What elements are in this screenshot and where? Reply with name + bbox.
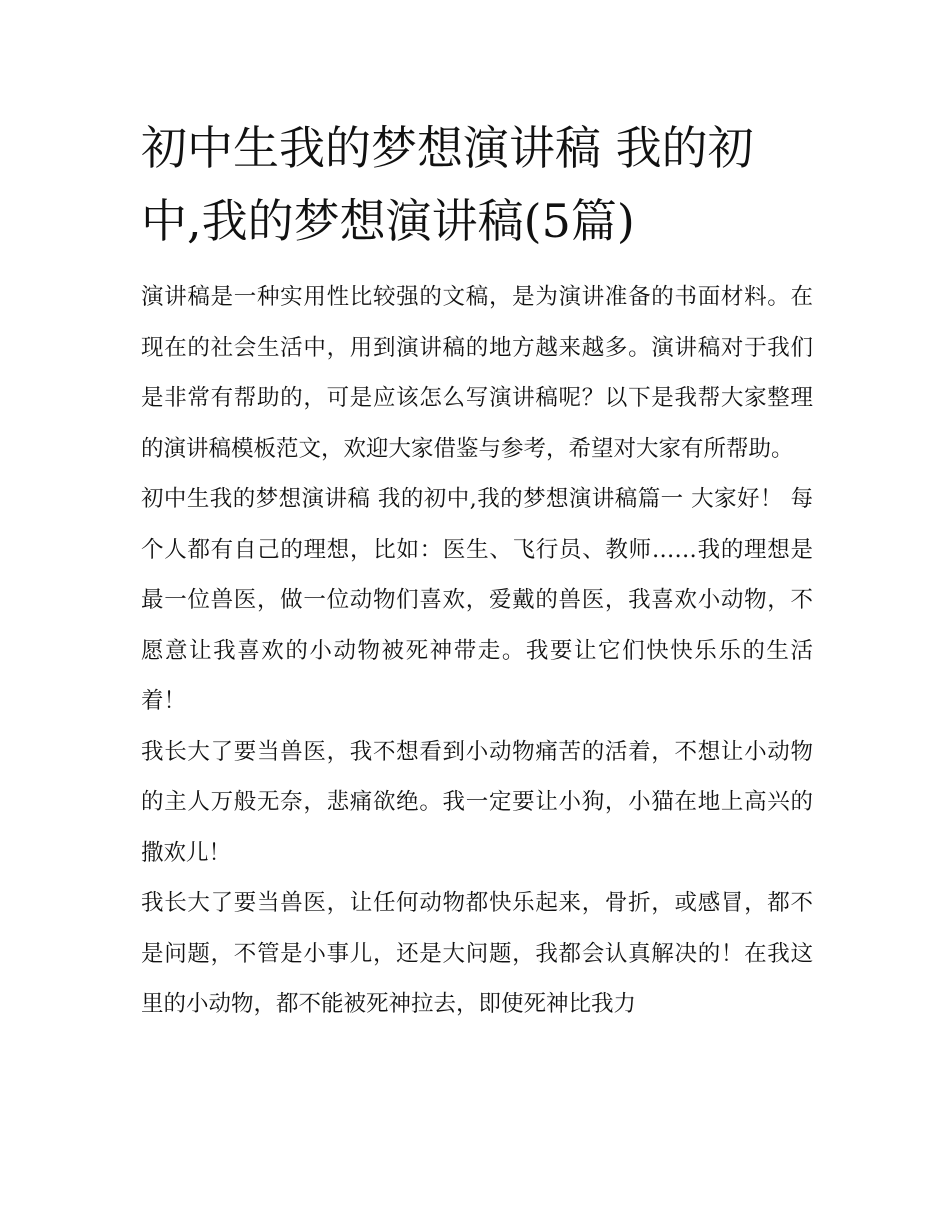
paragraph-intro: 演讲稿是一种实用性比较强的文稿，是为演讲准备的书面材料。在现在的社会生活中，用到演讲稿的地方越来越多。演讲稿对于我们是非常有帮助的，可是应该怎么写演讲稿呢？以下是我帮大家整理的演讲稿模板范文，欢迎大家借鉴与参考，希望对大家有所帮助。 [141,284,813,462]
document-content [141,112,813,1030]
paragraph-vet-resolve: 我长大了要当兽医，让任何动物都快乐起来，骨折，或感冒，都不是问题，不管是小事儿，还是大问题，我都会认真解决的！在我这里的小动物，都不能被死神拉去，即使死神比我力 [141,890,813,1017]
paragraph-vet-dream: 我长大了要当兽医，我不想看到小动物痛苦的活着，不想让小动物的主人万般无奈，悲痛欲绝。我一定要让小狗，小猫在地上高兴的撒欢儿！ [141,738,813,866]
document-title: 初中生我的梦想演讲稿 我的初中,我的梦想演讲稿(5篇) [141,121,754,248]
paragraph-speech-one: 初中生我的梦想演讲稿 我的初中,我的梦想演讲稿篇一 大家好！ 每个人都有自己的理想，比如：医生、飞行员、教师……我的理想是最一位兽医，做一位动物们喜欢，爱戴的兽医，我喜欢小动物，不愿意让我喜欢的小动物被死神带走。我要让它们快快乐乐的生活着！ [141,486,813,714]
